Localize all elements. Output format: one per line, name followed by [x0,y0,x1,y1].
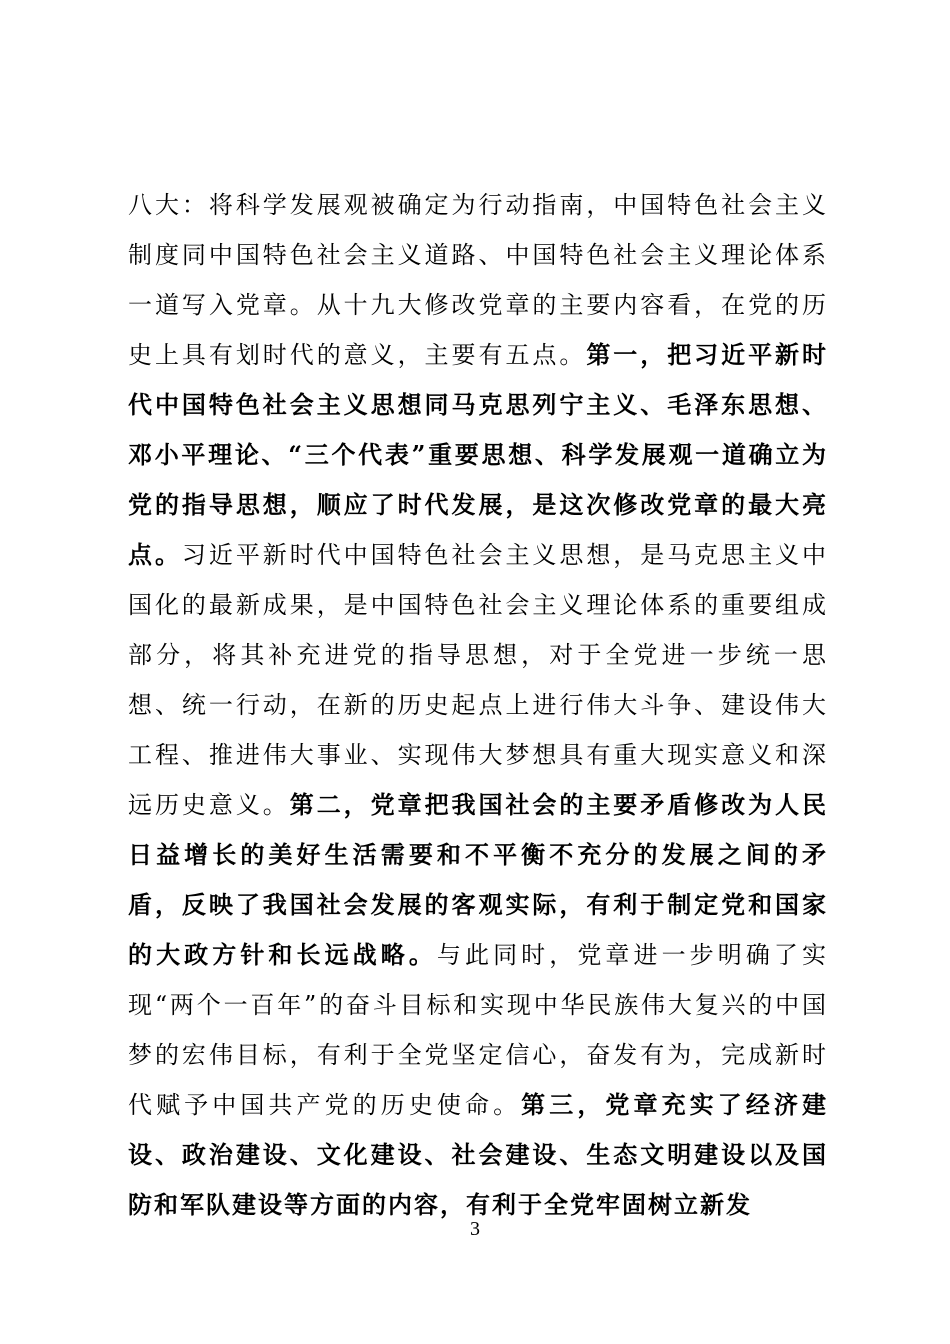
text-segment-3: 习近平新时代中国特色社会主义思想，是马克思主义中国化的最新成果，是中国特色社会主义理论体系的重要组成部分，将其补充进党的指导思想，对于全党进一步统一思想、统一行动，在新的历史起点上进行伟大斗争、建设伟大工程、推进伟大事业、实现伟大梦想具有重大现实意义和深远历史意义。 [128,541,829,819]
page-number: 3 [470,1218,480,1240]
text-segment-5: 与此同时，党章进一步明确了实现“两个一百年”的奋斗目标和实现中华民族伟大复兴的中国梦的宏伟目标，有利于全党坚定信心，奋发有为，完成新时代赋予中国共产党的历史使命。 [128,941,829,1119]
body-paragraph [128,180,828,1230]
text-segment-4-bold: 第二，党章把我国社会的主要矛盾修改为人民日益增长的美好生活需要和不平衡不充分的发展之间的矛盾，反映了我国社会发展的客观实际，有利于制定党和国家的大政方针和长远战略。 [128,790,829,969]
text-segment-1: 八大：将科学发展观被确定为行动指南，中国特色社会主义制度同中国特色社会主义道路、中国特色社会主义理论体系一道写入党章。从十九大修改党章的主要内容看，在党的历史上具有划时代的意义，主要有五点。 [128,191,828,369]
text-segment-2-bold: 第一，把习近平新时代中国特色社会主义思想同马克思列宁主义、毛泽东思想、邓小平理论、“三个代表”重要思想、科学发展观一道确立为党的指导思想，顺应了时代发展，是这次修改党章的最大亮点。 [128,340,829,569]
text-segment-6-bold: 第三，党章充实了经济建设、政治建设、文化建设、社会建设、生态文明建设以及国防和军队建设等方面的内容，有利于全党牢固树立新发 [128,1090,829,1219]
